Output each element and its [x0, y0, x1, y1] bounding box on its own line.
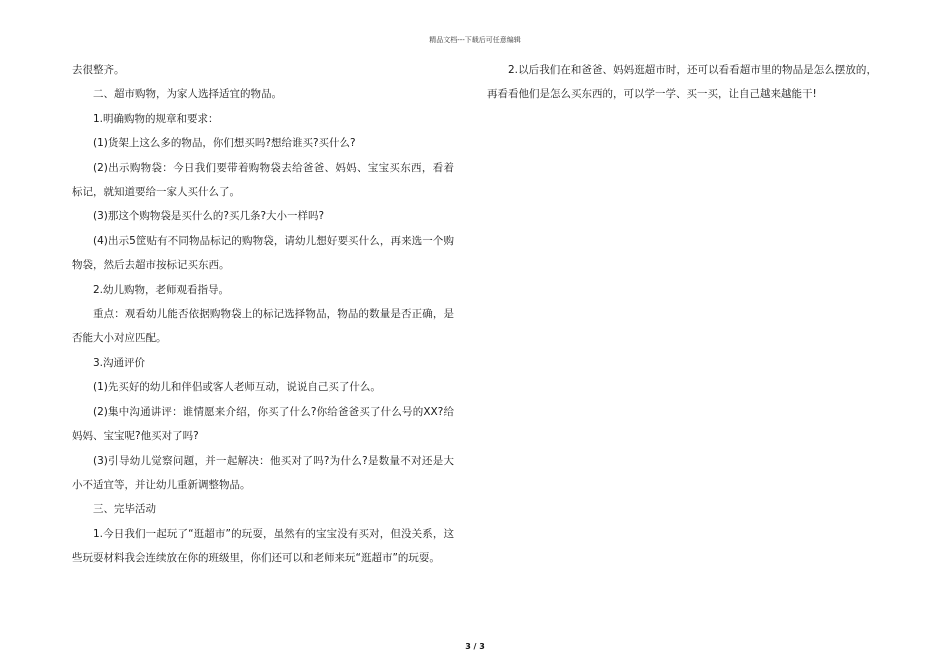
paragraph: 1.今日我们一起玩了“逛超市”的玩耍，虽然有的宝宝没有买对，但没关系，这些玩耍材料我会连续放在你的班级里，你们还可以和老师来玩“逛超市”的玩耍。 [72, 527, 454, 565]
paragraph: (3)那这个购物袋是买什么的?买几条?大小一样吗? [93, 210, 325, 223]
right-column [487, 58, 877, 107]
paragraph: (4)出示5筐贴有不同物品标记的购物袋，请幼儿想好要买什么，再来选一个购物袋，然后去超市按标记买东西。 [72, 234, 454, 272]
paragraph: 重点：观看幼儿能否依据购物袋上的标记选择物品，物品的数量是否正确，是否能大小对应匹配。 [72, 308, 454, 345]
page-number: 3 / 3 [465, 642, 485, 651]
paragraph: 二、超市购物，为家人选择适宜的物品。 [93, 88, 282, 101]
paragraph: 三、完毕活动 [93, 503, 156, 516]
paragraph: 1.明确购物的规章和要求： [93, 112, 219, 125]
left-column [72, 58, 454, 571]
page-header: 精品文档---下载后可任意编辑 [429, 36, 521, 44]
paragraph: (1)货架上这么多的物品，你们想买吗?想给谁买?买什么? [93, 137, 356, 150]
paragraph: 2.以后我们在和爸爸、妈妈逛超市时，还可以看看超市里的物品是怎么摆放的，再看看他们是怎么买东西的，可以学一学、买一买，让自己越来越能干! [487, 64, 877, 101]
paragraph: 去很整齐。 [72, 64, 125, 76]
paragraph: (2)集中沟通讲评：谁情愿来介绍，你买了什么?你给爸爸买了什么号的XX?给妈妈、宝宝呢?他买对了吗? [72, 405, 454, 443]
paragraph: (1)先买好的幼儿和伴侣或客人老师互动，说说自己买了什么。 [93, 381, 381, 394]
paragraph: (3)引导幼儿觉察问题，并一起解决：他买对了吗?为什么?是数量不对还是大小不适宜等，并让幼儿重新调整物品。 [72, 454, 454, 491]
paragraph: 2.幼儿购物，老师观看指导。 [93, 283, 230, 296]
paragraph: (2)出示购物袋：今日我们要带着购物袋去给爸爸、妈妈、宝宝买东西，看着标记，就知道要给一家人买什么了。 [72, 161, 454, 199]
paragraph: 3.沟通评价 [93, 356, 146, 369]
